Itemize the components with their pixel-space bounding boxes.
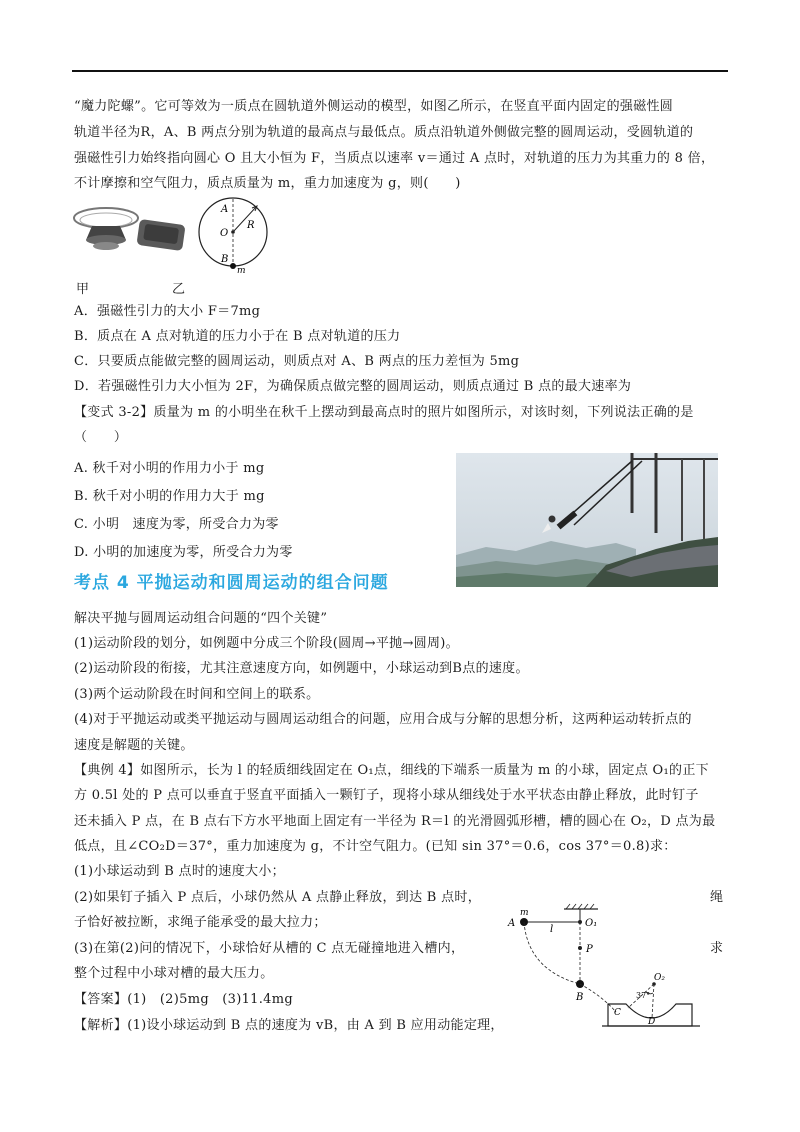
label-B: B [221, 254, 229, 265]
option-c: C．只要质点能做完整的圆周运动，则质点对 A、B 两点的压力差恒为 5mg [74, 354, 520, 369]
question-3-cont: 整个过程中小球对槽的最大压力。 [74, 966, 274, 981]
question-3: (3)在第(2)问的情况下，小球恰好从槽的 C 点无碰撞地进入槽内， [74, 941, 465, 956]
option-b: B．质点在 A 点对轨道的压力小于在 B 点对轨道的压力 [74, 329, 401, 344]
option-d: D. 小明的加速度为零，所受合力为零 [74, 545, 293, 560]
label-P: P [586, 944, 593, 955]
text-line: 不计摩擦和空气阻力，质点质量为 m，重力加速度为 g，则( ) [74, 176, 461, 191]
option-b: B. 秋千对小明的作用力大于 mg [74, 489, 265, 504]
label-B: B [576, 992, 584, 1003]
label-O: O [220, 228, 229, 239]
text-line: “魔力陀螺”。它可等效为一质点在圆轨道外侧运动的模型，如图乙所示，在竖直平面内固定的强磁性圆 [74, 99, 674, 114]
question-2: (2)如果钉子插入 P 点后，小球仍然从 A 点静止释放，到达 B 点时， [74, 890, 481, 905]
header-rule [72, 70, 728, 72]
option-c: C. 小明 速度为零，所受合力为零 [74, 517, 279, 532]
example-line: 低点，且∠CO₂D＝37°，重力加速度为 g，不计空气阻力。(已知 sin 37°＝0.6，cos 37°＝0.8)求： [74, 839, 677, 854]
answer-line: 【答案】(1) (2)5mg (3)11.4mg [74, 992, 293, 1007]
question-2-cont: 子恰好被拉断，求绳子能承受的最大拉力； [74, 915, 327, 930]
text-line: 强磁性引力始终指向圆心 O 且大小恒为 F，当质点以速率 v＝通过 A 点时，对轨道的压力为其重力的 8 倍， [74, 151, 715, 166]
caption-jia: 甲 [76, 282, 90, 297]
label-l: l [550, 924, 554, 935]
question-1: (1)小球运动到 B 点时的速度大小； [74, 864, 285, 879]
mass-point [230, 263, 236, 269]
question-3-tail: 求 [710, 941, 724, 956]
text-line: 轨道半径为R，A、B 两点分别为轨道的最高点与最低点。质点沿轨道外侧做完整的圆周运动，受圆轨道的 [74, 125, 694, 140]
answer-bracket: （ ） [74, 430, 128, 445]
gyro-figure [70, 196, 270, 278]
label-R: R [247, 220, 255, 231]
label-C: C [614, 1008, 621, 1018]
label-m: m [520, 908, 529, 918]
variant-question: 【变式 3-2】质量为 m 的小明坐在秋千上摆动到最高点时的照片如图所示，对该时刻，下列说法正确的是 [74, 405, 694, 420]
text-line: (2)运动阶段的衔接，尤其注意速度方向，如例题中，小球运动到B点的速度。 [74, 661, 529, 676]
section-heading: 考点 4 平抛运动和圆周运动的组合问题 [74, 573, 389, 593]
option-a: A. 秋千对小明的作用力小于 mg [74, 461, 265, 476]
option-a: A．强磁性引力的大小 F＝7mg [74, 304, 261, 319]
example-line: 【典例 4】如图所示，长为 l 的轻质细线固定在 O₁点，细线的下端系一质量为 m 的小球，固定点 O₁的正下 [74, 763, 709, 778]
question-2-tail: 绳 [710, 890, 724, 905]
label-m: m [237, 266, 246, 276]
label-angle: 37° [636, 991, 651, 1000]
gyro-ring [74, 208, 138, 228]
text-line: (4)对于平抛运动或类平抛运动与圆周运动组合的问题，应用合成与分解的思想分析，这两种运动转折点的 [74, 712, 692, 727]
pendulum-groove-diagram [506, 900, 704, 1030]
example-line: 方 0.5l 处的 P 点可以垂直于竖直平面插入一颗钉子，现将小球从细线处于水平状态由静止释放，此时钉子 [74, 788, 699, 803]
label-A: A [221, 204, 229, 215]
text-line: (1)运动阶段的划分，如例题中分成三个阶段(圆周→平抛→圆周)。 [74, 636, 459, 651]
label-D: D [648, 1017, 656, 1027]
option-d: D．若强磁性引力大小恒为 2F，为确保质点做完整的圆周运动，则质点通过 B 点的最大速率为 [74, 379, 632, 394]
analysis-line: 【解析】(1)设小球运动到 B 点的速度为 vB，由 A 到 B 应用动能定理， [74, 1018, 504, 1033]
nail-P [578, 946, 582, 950]
label-O2: O₂ [654, 973, 665, 983]
text-line: (3)两个运动阶段在时间和空间上的联系。 [74, 687, 320, 702]
swing-photo [456, 453, 718, 587]
label-A: A [508, 918, 516, 929]
text-line: 速度是解题的关键。 [74, 738, 194, 753]
caption-yi: 乙 [172, 282, 186, 297]
text-line: 解决平抛与圆周运动组合问题的“四个关键” [74, 611, 328, 626]
label-O1: O₁ [585, 918, 598, 929]
example-line: 还未插入 P 点，在 B 点右下方水平地面上固定有一半径为 R＝l 的光滑圆弧形槽，槽的圆心在 O₂，D 点为最 [74, 814, 716, 829]
